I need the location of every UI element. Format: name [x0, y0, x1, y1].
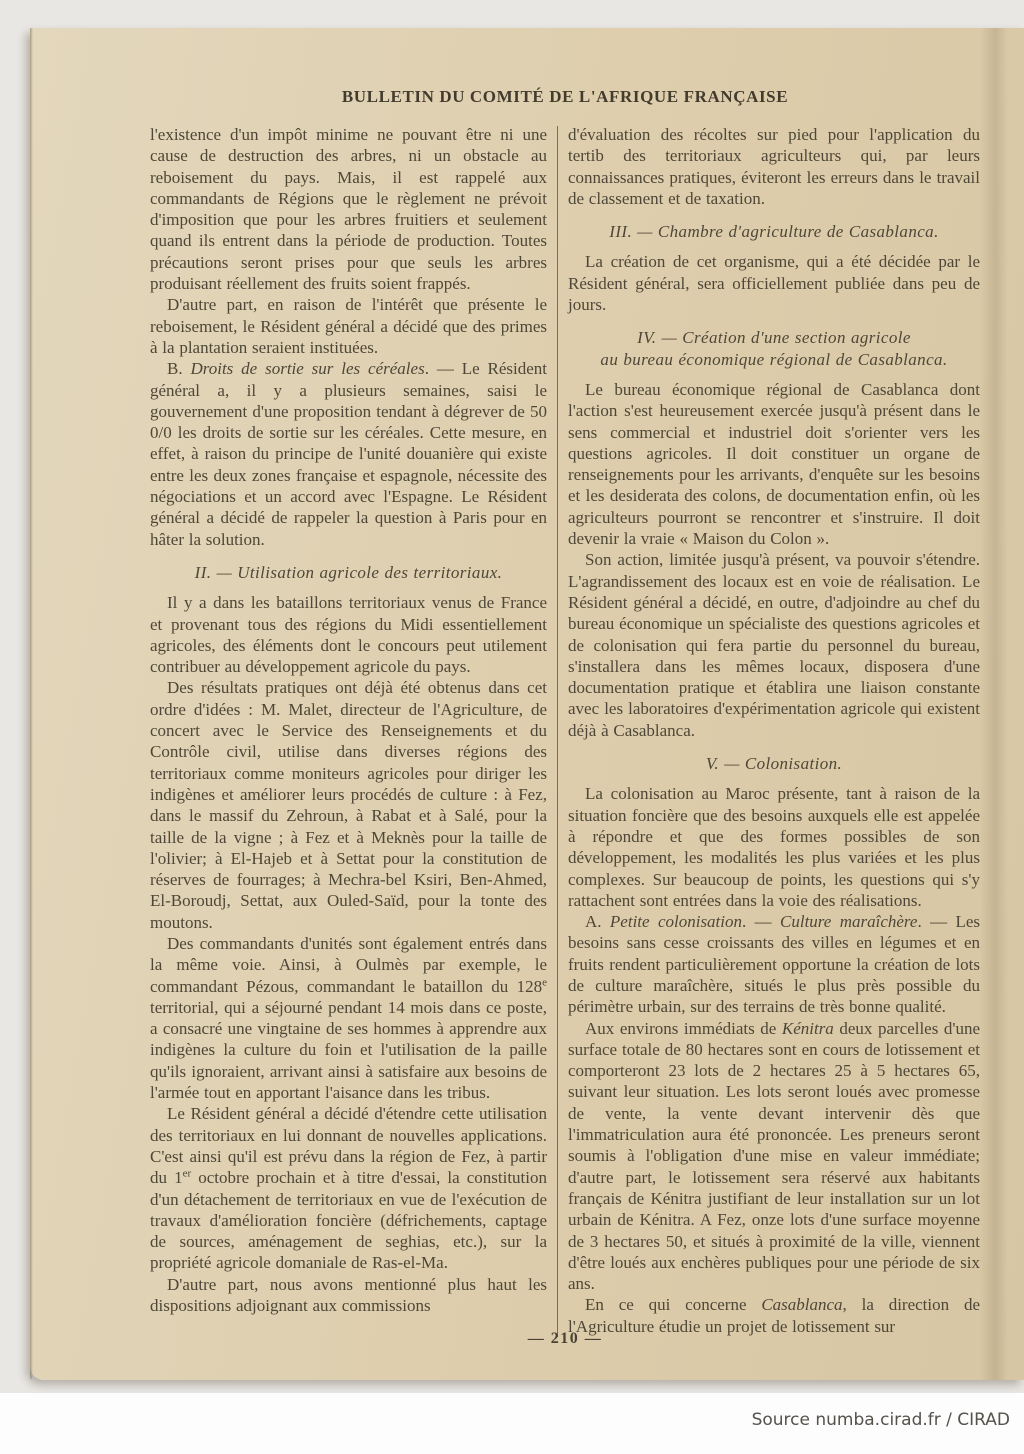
paragraph: La colonisation au Maroc présente, tant à raison de la situation foncière que des besoins auxquels elle est appelée à répondre et que des formes possibles de son développement, les modalités les plus variées et les plus complexes. Sur beaucoup de points, les questions qui s'y rattachent sont entrées dans la voie des réalisations.: [568, 784, 980, 910]
paragraph: En ce qui concerne Casablanca, la direction de l'Agriculture étudie un projet de lotissement sur: [568, 1295, 980, 1336]
column-divider: [557, 126, 558, 1337]
paragraph: Des résultats pratiques ont déjà été obtenus dans cet ordre d'idées : M. Malet, directeur de l'Agriculture, de concert avec le Service des Renseignements et du Contrôle civil, utilise dans diverses régions des territoriaux comme moniteurs agricoles pour diriger les indigènes et améliorer leurs procédés de culture : à Fez, dans le massif du Zehroun, à Rabat et à Salé, pour la taille de la vigne ; à Fez et à Meknès pour la taille de l'olivier; à El-Hajeb et à Settat pour la constitution de réserves de fourrages; à Mechra-bel Ksiri, Ben-Ahmed, El-Boroudj, Settat, aux Ouled-Saïd, pour la tonte des moutons.: [150, 678, 547, 932]
page-header: BULLETIN DU COMITÉ DE L'AFRIQUE FRANÇAISE: [341, 87, 789, 106]
page-content: [150, 28, 980, 1380]
section-heading: IV. — Création d'une section agricole au bureau économique régional de Casablanca.: [600, 328, 948, 369]
paragraph: D'autre part, nous avons mentionné plus haut les dispositions adjoignant aux commissions: [150, 1274, 547, 1316]
source-credit-bar: [0, 1393, 1024, 1454]
paragraph: D'autre part, en raison de l'intérêt que présente le reboisement, le Résident général a décidé que des primes à la plantation seraient instituées.: [150, 295, 547, 357]
section-heading: III. — Chambre d'agriculture de Casablanca.: [609, 222, 939, 242]
text-columns: [150, 124, 980, 1337]
source-credit: Source numba.cirad.fr / CIRAD: [751, 1410, 1010, 1430]
paragraph: Des commandants d'unités sont également entrés dans la même voie. Ainsi, à Oulmès par exemple, le commandant Pézous, commandant le bataillon du 128e territorial, qui a séjourné pendant 14 mois dans ce poste, a consacré une vingtaine de ses hommes à apprendre aux indigènes la culture du foin et l'utilisation de la paille qu'ils ignoraient, arrivant ainsi à satisfaire aux besoins de l'armée tout en apportant l'aisance dans les tribus.: [150, 933, 547, 1103]
paragraph: A. Petite colonisation. — Culture maraîchère. — Les besoins sans cesse croissants des villes en légumes et en fruits rendent particulièrement opportune la création de lots de culture maraîchère, situés le plus près possible du périmètre urbain, sur des terrains de très bonne qualité.: [568, 912, 981, 1017]
paragraph: Son action, limitée jusqu'à présent, va pouvoir s'étendre. L'agrandissement des locaux est en voie de réalisation. Le Résident général a décidé, en outre, d'adjoindre au chef du bureau économique un spécialiste des questions agricoles et de colonisation qui fera partie du personnel du bureau, s'installera dans les mêmes locaux, disposera d'une documentation pratique et établira une liaison constante avec les laboratoires d'expérimentation agricole qui existent déjà à Casablanca.: [568, 550, 980, 740]
paragraph: Aux environs immédiats de Kénitra deux parcelles d'une surface totale de 80 hectares sont en cours de lotissement et comporteront 23 lots de 2 hectares 25 à 5 hectares 65, suivant leur situation. Les lots seront loués avec promesse de vente, la vente devant intervenir dès que l'immatriculation aura été prononcée. Les preneurs seront soumis à l'obligation d'une mise en valeur immédiate; d'autre part, le lotissement sera réservé aux habitants français de Kénitra justifiant de leur installation sur un lot urbain de Kénitra. A Fez, onze lots d'une surface moyenne de 3 hectares 50, et situés à proximité de la ville, viennent d'être loués aux enchères publiques pour une période de six ans.: [568, 1018, 980, 1294]
paragraph: d'évaluation des récoltes sur pied pour l'application du tertib des territoriaux agriculteurs qui, par leurs connaissances pratiques, éviteront les erreurs dans le travail de classement et de taxation.: [568, 125, 980, 208]
right-column: [568, 124, 980, 1337]
paragraph: Le Résident général a décidé d'étendre cette utilisation des territoriaux en lui donnant de nouvelles applications. C'est ainsi qu'il est prévu dans la région de Fez, à partir du 1er octobre prochain et à titre d'essai, la constitution d'un détachement de territoriaux en vue de l'exécution de travaux d'amélioration foncière (défrichements, captage de sources, aménagement de seghias, etc.), sur la propriété agricole domaniale de Ras-el-Ma.: [150, 1104, 548, 1273]
paragraph: l'existence d'un impôt minime ne pouvant être ni une cause de destruction des arbres, ni un obstacle au reboisement du pays. Mais, il est rappelé aux commandants de Régions que le règlement ne prévoit d'imposition que pour les arbres fruitiers et seulement quand ils entrent dans la période de production. Toutes précautions seront prises pour que seuls les arbres produisant réellement des fruits soient frappés.: [150, 125, 547, 294]
left-column: [150, 124, 547, 1337]
section-heading: II. — Utilisation agricole des territoriaux.: [194, 562, 503, 582]
paragraph: La création de cet organisme, qui a été décidée par le Résident général, sera officiellement publiée dans peu de jours.: [568, 252, 980, 315]
page-number: — 210 —: [527, 1330, 603, 1347]
paragraph: Le bureau économique régional de Casablanca dont l'action s'est heureusement exercée jusqu'à présent dans le sens commercial et industriel doit s'orienter vers les questions agricoles. Il doit constituer un organe de renseignements pour les arrivants, d'enquête sur les besoins et les desiderata des colons, de documentation enfin, où les agriculteurs pourront se rencontrer et s'instruire. Il doit devenir la vraie « Maison du Colon ».: [568, 379, 980, 549]
bulletin-page: [30, 28, 1024, 1380]
section-heading: V. — Colonisation.: [705, 754, 843, 774]
paragraph: Il y a dans les bataillons territoriaux venus de France et provenant tous des régions du Midi essentiellement agricoles, des éléments dont le concours peut utilement contribuer au développement agricole du pays.: [150, 593, 547, 677]
paragraph: B. Droits de sortie sur les céréales. — Le Résident général a, il y a plusieurs semaines, saisi le gouvernement d'une proposition tendant à dégrever de 50 0/0 les droits de sortie sur les céréales. Cette mesure, en effet, à raison du principe de l'unité douanière qui existe entre les deux zones française et espagnole, nécessite des négociations et un accord avec l'Espagne. Le Résident général a décidé de rappeler la question à Paris pour en hâter la solution.: [150, 359, 547, 549]
